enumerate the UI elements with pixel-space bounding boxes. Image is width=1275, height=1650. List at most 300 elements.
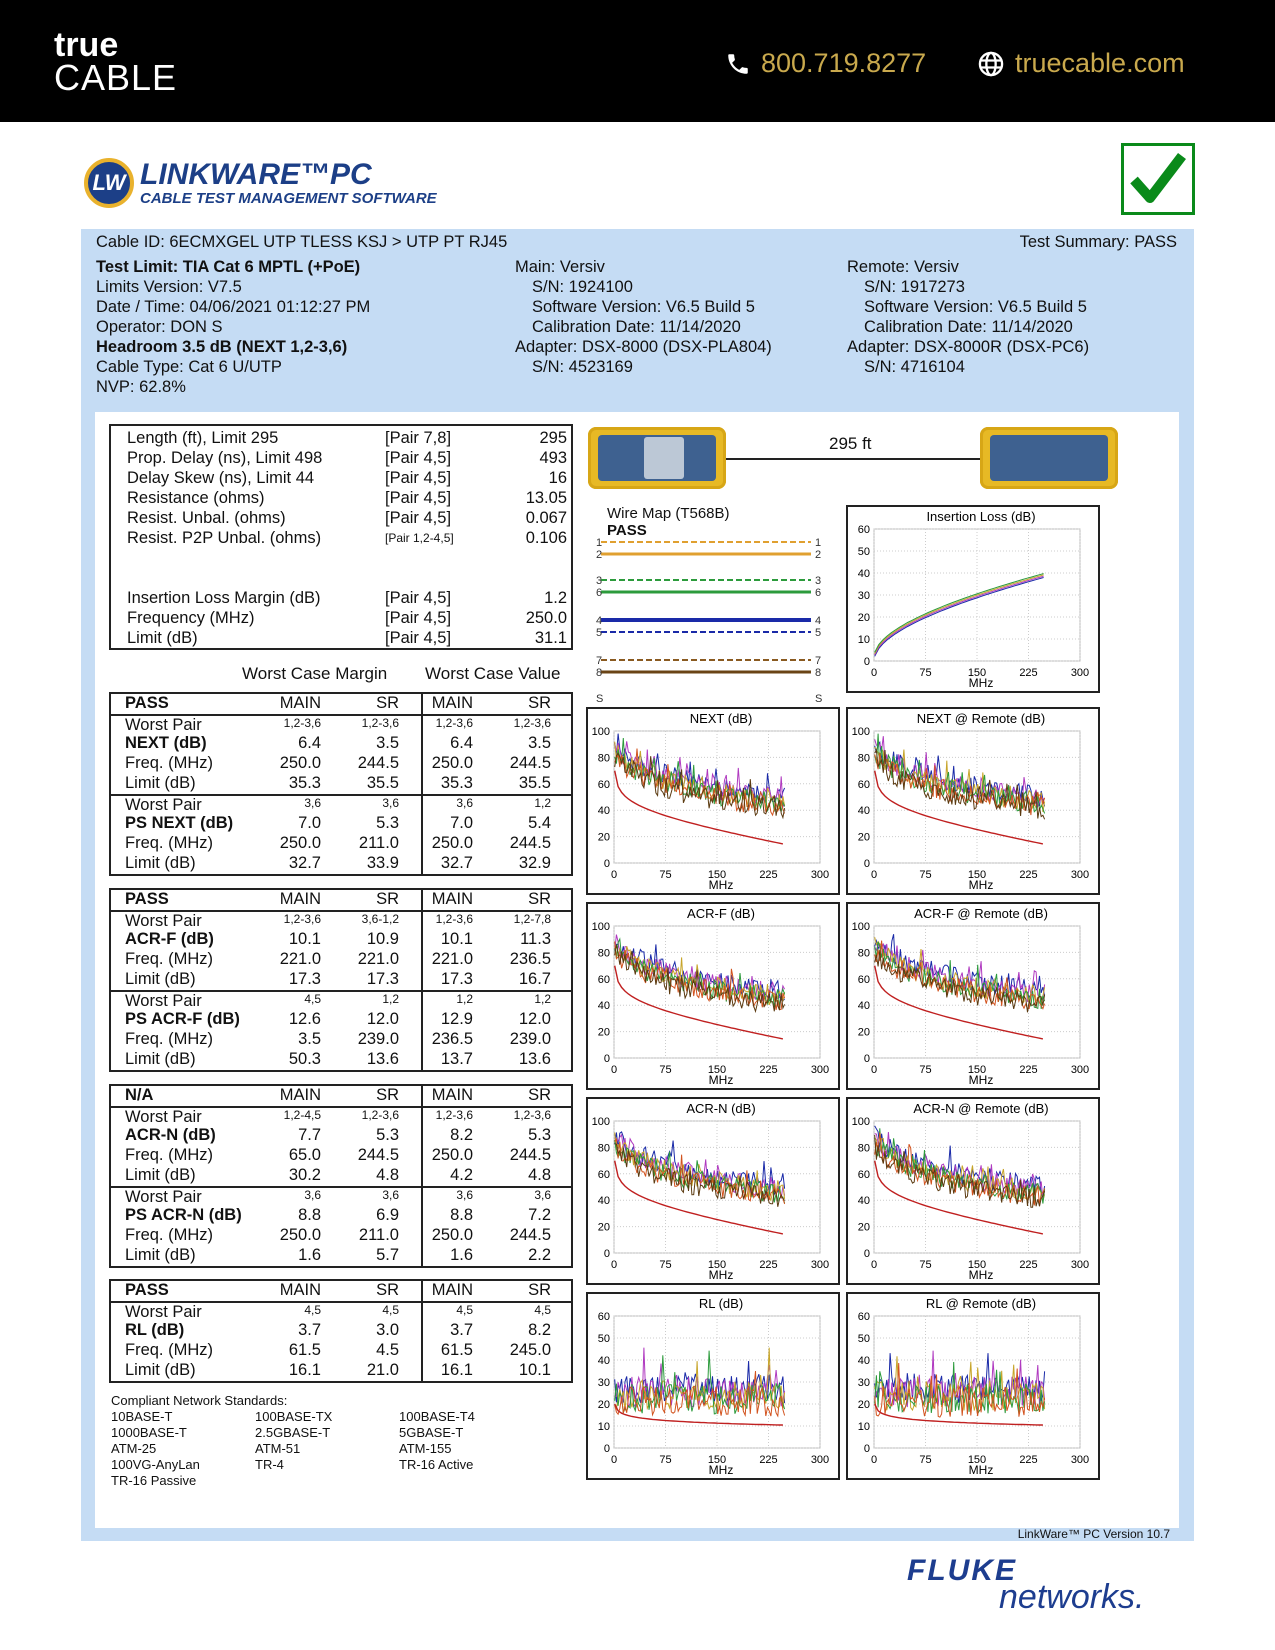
chart-svg	[848, 507, 1098, 691]
y-tick-label: 100	[591, 921, 610, 933]
remote-adapter-sn: S/N: 4716104	[864, 358, 965, 376]
table-cell: PS NEXT (dB)	[125, 814, 234, 832]
y-tick-label: 80	[857, 752, 870, 765]
table-cell: 1,2-3,6	[435, 912, 473, 926]
table-cell: Limit (dB)	[125, 854, 196, 872]
y-tick-label: 80	[857, 1142, 870, 1155]
x-tick-label: 75	[659, 1259, 672, 1271]
table-row	[111, 834, 571, 854]
table-cell: Worst Pair	[125, 1303, 202, 1321]
chart-next	[586, 707, 840, 895]
svg-text:4: 4	[815, 615, 822, 627]
x-tick-label: 0	[610, 1259, 618, 1271]
x-tick-label: 75	[919, 1454, 932, 1466]
table-cell: 3,6	[304, 796, 321, 810]
table-cell: 3,6	[534, 1188, 551, 1202]
table-cell: 239.0	[509, 1030, 551, 1048]
chart-svg	[848, 904, 1098, 1088]
y-tick-label: 100	[591, 1116, 610, 1128]
y-tick-label: 80	[597, 752, 610, 765]
y-tick-label: 60	[857, 524, 870, 536]
table-cell: 244.5	[509, 1226, 551, 1244]
x-tick-label: 150	[967, 1259, 987, 1271]
table-cell: 8.8	[450, 1206, 473, 1224]
table-row	[111, 754, 571, 774]
table-cell: 30.2	[288, 1166, 321, 1184]
x-tick-label: 225	[759, 1454, 778, 1466]
table-cell: 250.0	[431, 834, 473, 852]
y-tick-label: 20	[597, 1026, 610, 1039]
table-header-row	[111, 1281, 571, 1301]
table-cell: SR	[376, 890, 399, 908]
x-tick-label: 0	[610, 1454, 618, 1466]
table-cell: 12.0	[366, 1010, 399, 1028]
next-table	[109, 692, 573, 876]
test-summary: Test Summary: PASS	[1019, 233, 1177, 251]
x-tick-label: 0	[610, 1064, 618, 1076]
y-tick-label: 0	[863, 1443, 870, 1455]
table-cell: PASS	[125, 1281, 169, 1299]
table-cell: 32.7	[288, 854, 321, 872]
table-cell: 3,6	[382, 796, 399, 810]
table-cell: Worst Pair	[125, 1108, 202, 1126]
table-cell: Freq. (MHz)	[125, 1226, 213, 1244]
summary-row: Length (ft), Limit 295 [Pair 7,8] 295	[127, 429, 567, 447]
x-tick-label: 150	[707, 1064, 727, 1076]
table-cell: 35.3	[440, 774, 473, 792]
main-software: Software Version: V6.5 Build 5	[532, 298, 755, 316]
column-divider	[421, 1281, 423, 1381]
cable-line	[726, 458, 980, 460]
chart-svg	[588, 1099, 838, 1283]
table-cell: 236.5	[431, 1030, 473, 1048]
remote-adapter: Adapter: DSX-8000R (DSX-PC6)	[847, 338, 1090, 356]
worst-case-margin-header: Worst Case Margin	[242, 664, 388, 683]
x-tick-label: 300	[1070, 667, 1090, 679]
table-cell: 12.0	[518, 1010, 551, 1028]
y-tick-label: 40	[597, 1355, 610, 1367]
table-cell: ACR-N (dB)	[125, 1126, 216, 1144]
table-row	[111, 1186, 571, 1206]
y-tick-label: 0	[603, 858, 610, 870]
summary-row: Resistance (ohms) [Pair 4,5] 13.05	[127, 489, 567, 507]
cable-type: Cable Type: Cat 6 U/UTP	[96, 358, 282, 376]
summary-row: Insertion Loss Margin (dB) [Pair 4,5] 1.2	[127, 589, 567, 607]
table-header-row	[111, 890, 571, 910]
table-cell: 17.3	[288, 970, 321, 988]
table-cell: 10.1	[440, 930, 473, 948]
x-axis-label: MHz	[708, 878, 734, 892]
y-tick-label: 60	[597, 1168, 610, 1181]
chart-acrn	[586, 1097, 840, 1285]
svg-text:5: 5	[596, 627, 603, 639]
y-tick-label: 0	[863, 1248, 870, 1260]
table-row	[111, 1106, 571, 1126]
table-cell: 3,6-1,2	[361, 912, 399, 926]
x-tick-label: 300	[1070, 1064, 1090, 1076]
top-banner	[0, 0, 1275, 122]
y-tick-label: 40	[857, 568, 870, 580]
standards-title: Compliant Network Standards:	[111, 1393, 288, 1408]
y-tick-label: 30	[857, 1377, 870, 1389]
svg-text:1: 1	[815, 537, 822, 549]
x-tick-label: 150	[707, 869, 727, 881]
table-row	[111, 774, 571, 794]
svg-text:2: 2	[596, 549, 603, 561]
y-tick-label: 0	[603, 1443, 610, 1455]
table-cell: 4,5	[304, 1303, 321, 1317]
table-cell: 16.7	[518, 970, 551, 988]
table-cell: 3.5	[376, 734, 399, 752]
table-cell: 5.3	[376, 814, 399, 832]
y-tick-label: 10	[597, 1421, 610, 1433]
x-tick-label: 150	[707, 1454, 727, 1466]
table-cell: 5.3	[528, 1126, 551, 1144]
table-cell: 7.2	[528, 1206, 551, 1224]
y-tick-label: 50	[857, 546, 870, 558]
table-cell: 6.4	[298, 734, 321, 752]
x-tick-label: 150	[707, 1259, 727, 1271]
table-header-row	[111, 694, 571, 714]
table-row	[111, 1010, 571, 1030]
table-cell: 7.7	[298, 1126, 321, 1144]
x-tick-label: 75	[659, 1064, 672, 1076]
table-cell: MAIN	[431, 890, 473, 908]
table-cell: 12.6	[288, 1010, 321, 1028]
table-cell: PASS	[125, 890, 169, 908]
table-row	[111, 970, 571, 990]
table-cell: Limit (dB)	[125, 1361, 196, 1379]
table-cell: 6.4	[450, 734, 473, 752]
y-tick-label: 100	[851, 921, 870, 933]
table-cell: 250.0	[279, 754, 321, 772]
table-cell: 35.5	[518, 774, 551, 792]
chart-title: RL @ Remote (dB)	[925, 1296, 1037, 1311]
table-cell: 3,6	[304, 1188, 321, 1202]
table-cell: 5.4	[528, 814, 551, 832]
y-tick-label: 80	[597, 947, 610, 960]
series-line	[875, 576, 1044, 655]
table-row	[111, 1226, 571, 1246]
x-tick-label: 225	[1019, 1064, 1038, 1076]
table-cell: 13.7	[440, 1050, 473, 1068]
y-tick-label: 0	[603, 1248, 610, 1260]
table-cell: Worst Pair	[125, 1188, 202, 1206]
table-cell: 250.0	[431, 1146, 473, 1164]
series-line	[875, 575, 1044, 654]
checkmark-icon	[1124, 146, 1192, 212]
table-cell: 12.9	[440, 1010, 473, 1028]
y-tick-label: 0	[863, 1053, 870, 1065]
table-cell: 8.2	[528, 1321, 551, 1339]
svg-text:6: 6	[596, 587, 603, 599]
table-cell: 1,2-7,8	[513, 912, 551, 926]
chart-svg	[588, 1294, 838, 1478]
table-cell: 32.7	[440, 854, 473, 872]
svg-text:2: 2	[815, 549, 822, 561]
y-tick-label: 50	[597, 1333, 610, 1345]
y-tick-label: 20	[857, 1399, 870, 1411]
table-cell: SR	[376, 1281, 399, 1299]
table-cell: Freq. (MHz)	[125, 1146, 213, 1164]
standards-col1: 10BASE-T 1000BASE-T ATM-25 100VG-AnyLan TR-16 Passive	[111, 1409, 200, 1488]
x-tick-label: 300	[810, 1259, 830, 1271]
y-tick-label: 100	[851, 726, 870, 738]
chart-svg	[588, 709, 838, 893]
table-cell: N/A	[125, 1086, 154, 1104]
y-tick-label: 40	[857, 1195, 870, 1208]
table-cell: MAIN	[279, 1086, 321, 1104]
table-cell: MAIN	[431, 1086, 473, 1104]
x-tick-label: 300	[810, 1064, 830, 1076]
column-divider	[421, 1086, 423, 1266]
chart-svg	[848, 1099, 1098, 1283]
cable-id: Cable ID: 6ECMXGEL UTP TLESS KSJ > UTP PT RJ45	[96, 233, 508, 251]
table-cell: 17.3	[366, 970, 399, 988]
table-cell: 1,2	[456, 992, 473, 1006]
x-axis-label: MHz	[968, 1073, 994, 1087]
x-tick-label: 0	[610, 869, 618, 881]
column-divider	[421, 890, 423, 1070]
fluke-networks-logo: FLUKE networks.	[907, 1554, 1145, 1616]
table-cell: 5.7	[376, 1246, 399, 1264]
table-row	[111, 1206, 571, 1226]
x-axis-label: MHz	[968, 1268, 994, 1282]
x-axis-label: MHz	[708, 1268, 734, 1282]
x-tick-label: 150	[967, 1064, 987, 1076]
table-row	[111, 1246, 571, 1266]
y-tick-label: 100	[851, 1116, 870, 1128]
table-cell: 21.0	[366, 1361, 399, 1379]
summary-row: Limit (dB) [Pair 4,5] 31.1	[127, 629, 567, 647]
table-cell: 4.8	[376, 1166, 399, 1184]
svg-text:7: 7	[596, 655, 603, 667]
chart-rl	[586, 1292, 840, 1480]
x-tick-label: 225	[759, 869, 778, 881]
table-cell: 1,2-3,6	[513, 716, 551, 730]
table-row	[111, 794, 571, 814]
chart-title: Insertion Loss (dB)	[926, 509, 1036, 524]
svg-text:1: 1	[596, 537, 603, 549]
x-tick-label: 225	[759, 1064, 778, 1076]
summary-row: Resist. P2P Unbal. (ohms) [Pair 1,2-4,5] 0.106	[127, 529, 567, 547]
table-cell: 33.9	[366, 854, 399, 872]
test-limit: Test Limit: TIA Cat 6 MPTL (+PoE)	[96, 258, 361, 276]
table-cell: 211.0	[358, 1226, 399, 1244]
y-tick-label: 60	[857, 973, 870, 986]
summary-row: Delay Skew (ns), Limit 44 [Pair 4,5] 16	[127, 469, 567, 487]
y-tick-label: 40	[597, 805, 610, 818]
table-cell: 250.0	[279, 1226, 321, 1244]
table-cell: PS ACR-F (dB)	[125, 1010, 240, 1028]
y-tick-label: 30	[597, 1377, 610, 1389]
table-cell: Freq. (MHz)	[125, 834, 213, 852]
y-tick-label: 20	[597, 1221, 610, 1234]
acrf-table	[109, 888, 573, 1072]
table-cell: 236.5	[509, 950, 551, 968]
phone-contact[interactable]	[725, 48, 926, 79]
table-cell: 1,2-3,6	[435, 1108, 473, 1122]
chart-acrn-remote	[846, 1097, 1100, 1285]
series-line	[615, 1144, 785, 1207]
brand-bottom: CABLE	[54, 57, 178, 98]
table-cell: Limit (dB)	[125, 774, 196, 792]
table-cell: 4.5	[376, 1341, 399, 1359]
chart-insertion-loss	[846, 505, 1100, 693]
y-tick-label: 20	[857, 612, 870, 624]
chart-next-remote	[846, 707, 1100, 895]
date-time: Date / Time: 04/06/2021 01:12:27 PM	[96, 298, 371, 316]
svg-text:3: 3	[596, 575, 603, 587]
table-row	[111, 1146, 571, 1166]
standards-col3: 100BASE-T4 5GBASE-T ATM-155 TR-16 Active	[399, 1409, 475, 1472]
worst-case-value-header: Worst Case Value	[425, 664, 561, 683]
table-cell: 17.3	[440, 970, 473, 988]
x-tick-label: 0	[870, 869, 878, 881]
table-cell: Freq. (MHz)	[125, 754, 213, 772]
table-cell: 35.3	[288, 774, 321, 792]
table-cell: 4.2	[450, 1166, 473, 1184]
table-cell: 245.0	[509, 1341, 551, 1359]
table-cell: PASS	[125, 694, 169, 712]
main-unit-info	[515, 257, 772, 377]
chart-title: NEXT (dB)	[689, 711, 753, 726]
chart-title: RL (dB)	[698, 1296, 744, 1311]
svg-text:5: 5	[815, 627, 822, 639]
test-info-left	[96, 257, 370, 397]
wire-map-diagram	[585, 505, 833, 705]
y-tick-label: 40	[597, 1000, 610, 1013]
nvp: NVP: 62.8%	[96, 378, 186, 396]
table-row	[111, 1126, 571, 1146]
chart-title: ACR-N @ Remote (dB)	[913, 1101, 1049, 1116]
table-row	[111, 1361, 571, 1381]
summary-row: Frequency (MHz) [Pair 4,5] 250.0	[127, 609, 567, 627]
table-cell: 1,2-3,6	[361, 716, 399, 730]
lw-badge: LW	[84, 158, 134, 208]
table-cell: 1,2-3,6	[283, 716, 321, 730]
table-cell: 3,6	[456, 1188, 473, 1202]
remote-unit-info	[847, 257, 1089, 377]
main-tester-image	[588, 427, 726, 489]
wire-map-status: PASS	[607, 522, 647, 539]
table-cell: 1,2	[534, 796, 551, 810]
x-tick-label: 225	[759, 1259, 778, 1271]
y-tick-label: 0	[863, 656, 870, 668]
svg-text:7: 7	[815, 655, 822, 667]
phone-icon	[725, 51, 751, 77]
table-cell: 2.2	[528, 1246, 551, 1264]
svg-text:8: 8	[596, 667, 603, 679]
column-divider	[421, 694, 423, 874]
table-cell: MAIN	[279, 890, 321, 908]
table-row	[111, 814, 571, 834]
table-cell: 244.5	[357, 1146, 399, 1164]
table-cell: 1,2	[534, 992, 551, 1006]
table-cell: 5.3	[376, 1126, 399, 1144]
table-cell: 65.0	[288, 1146, 321, 1164]
table-cell: 1.6	[450, 1246, 473, 1264]
table-cell: Limit (dB)	[125, 1166, 196, 1184]
x-tick-label: 225	[1019, 869, 1038, 881]
chart-svg	[588, 904, 838, 1088]
remote-software: Software Version: V6.5 Build 5	[864, 298, 1087, 316]
y-tick-label: 40	[597, 1195, 610, 1208]
y-tick-label: 60	[857, 778, 870, 791]
main-adapter-sn: S/N: 4523169	[532, 358, 633, 376]
y-tick-label: 60	[857, 1311, 870, 1323]
standards-col2: 100BASE-TX 2.5GBASE-T ATM-51 TR-4	[255, 1409, 333, 1472]
table-row	[111, 854, 571, 874]
series-line	[615, 1132, 785, 1194]
y-tick-label: 20	[857, 1221, 870, 1234]
y-tick-label: 20	[597, 1399, 610, 1411]
svg-text:8: 8	[815, 667, 822, 679]
x-tick-label: 75	[919, 1064, 932, 1076]
table-cell: 239.0	[357, 1030, 399, 1048]
table-cell: SR	[528, 694, 551, 712]
x-tick-label: 75	[659, 1454, 672, 1466]
x-tick-label: 225	[1019, 1454, 1038, 1466]
table-row	[111, 910, 571, 930]
x-tick-label: 0	[870, 1454, 878, 1466]
truecable-logo[interactable]	[54, 28, 177, 96]
table-row	[111, 1341, 571, 1361]
y-tick-label: 30	[857, 590, 870, 602]
table-row	[111, 1301, 571, 1321]
wire-map	[585, 505, 833, 705]
x-axis-label: MHz	[708, 1463, 734, 1477]
table-cell: 4,5	[304, 992, 321, 1006]
y-tick-label: 50	[857, 1333, 870, 1345]
table-cell: 221.0	[279, 950, 321, 968]
x-tick-label: 300	[1070, 1454, 1090, 1466]
table-cell: 250.0	[431, 1226, 473, 1244]
y-tick-label: 20	[857, 1026, 870, 1039]
x-tick-label: 300	[1070, 869, 1090, 881]
table-cell: Worst Pair	[125, 992, 202, 1010]
table-cell: 221.0	[431, 950, 473, 968]
x-tick-label: 225	[1019, 1259, 1038, 1271]
table-cell: 1,2-3,6	[435, 716, 473, 730]
table-cell: 3.5	[528, 734, 551, 752]
table-header-row	[111, 1086, 571, 1106]
table-row	[111, 990, 571, 1010]
table-cell: MAIN	[431, 694, 473, 712]
main-adapter: Adapter: DSX-8000 (DSX-PLA804)	[515, 338, 772, 356]
x-tick-label: 0	[870, 1259, 878, 1271]
wire-map-title: Wire Map (T568B)	[607, 505, 730, 522]
table-cell: 16.1	[288, 1361, 321, 1379]
table-cell: 11.3	[520, 930, 551, 948]
table-cell: NEXT (dB)	[125, 734, 207, 752]
chart-rl-remote	[846, 1292, 1100, 1480]
y-tick-label: 40	[857, 805, 870, 818]
table-cell: Worst Pair	[125, 796, 202, 814]
brand-top: true	[54, 26, 119, 64]
y-tick-label: 60	[597, 778, 610, 791]
remote-tester-image	[980, 427, 1118, 489]
table-cell: 4,5	[382, 1303, 399, 1317]
pass-checkmark	[1121, 143, 1195, 215]
table-row	[111, 1050, 571, 1070]
x-tick-label: 225	[1019, 667, 1038, 679]
website-contact[interactable]	[977, 48, 1185, 79]
table-cell: 8.8	[298, 1206, 321, 1224]
x-tick-label: 150	[967, 667, 987, 679]
x-axis-label: MHz	[968, 1463, 994, 1477]
main-sn: S/N: 1924100	[532, 278, 633, 296]
